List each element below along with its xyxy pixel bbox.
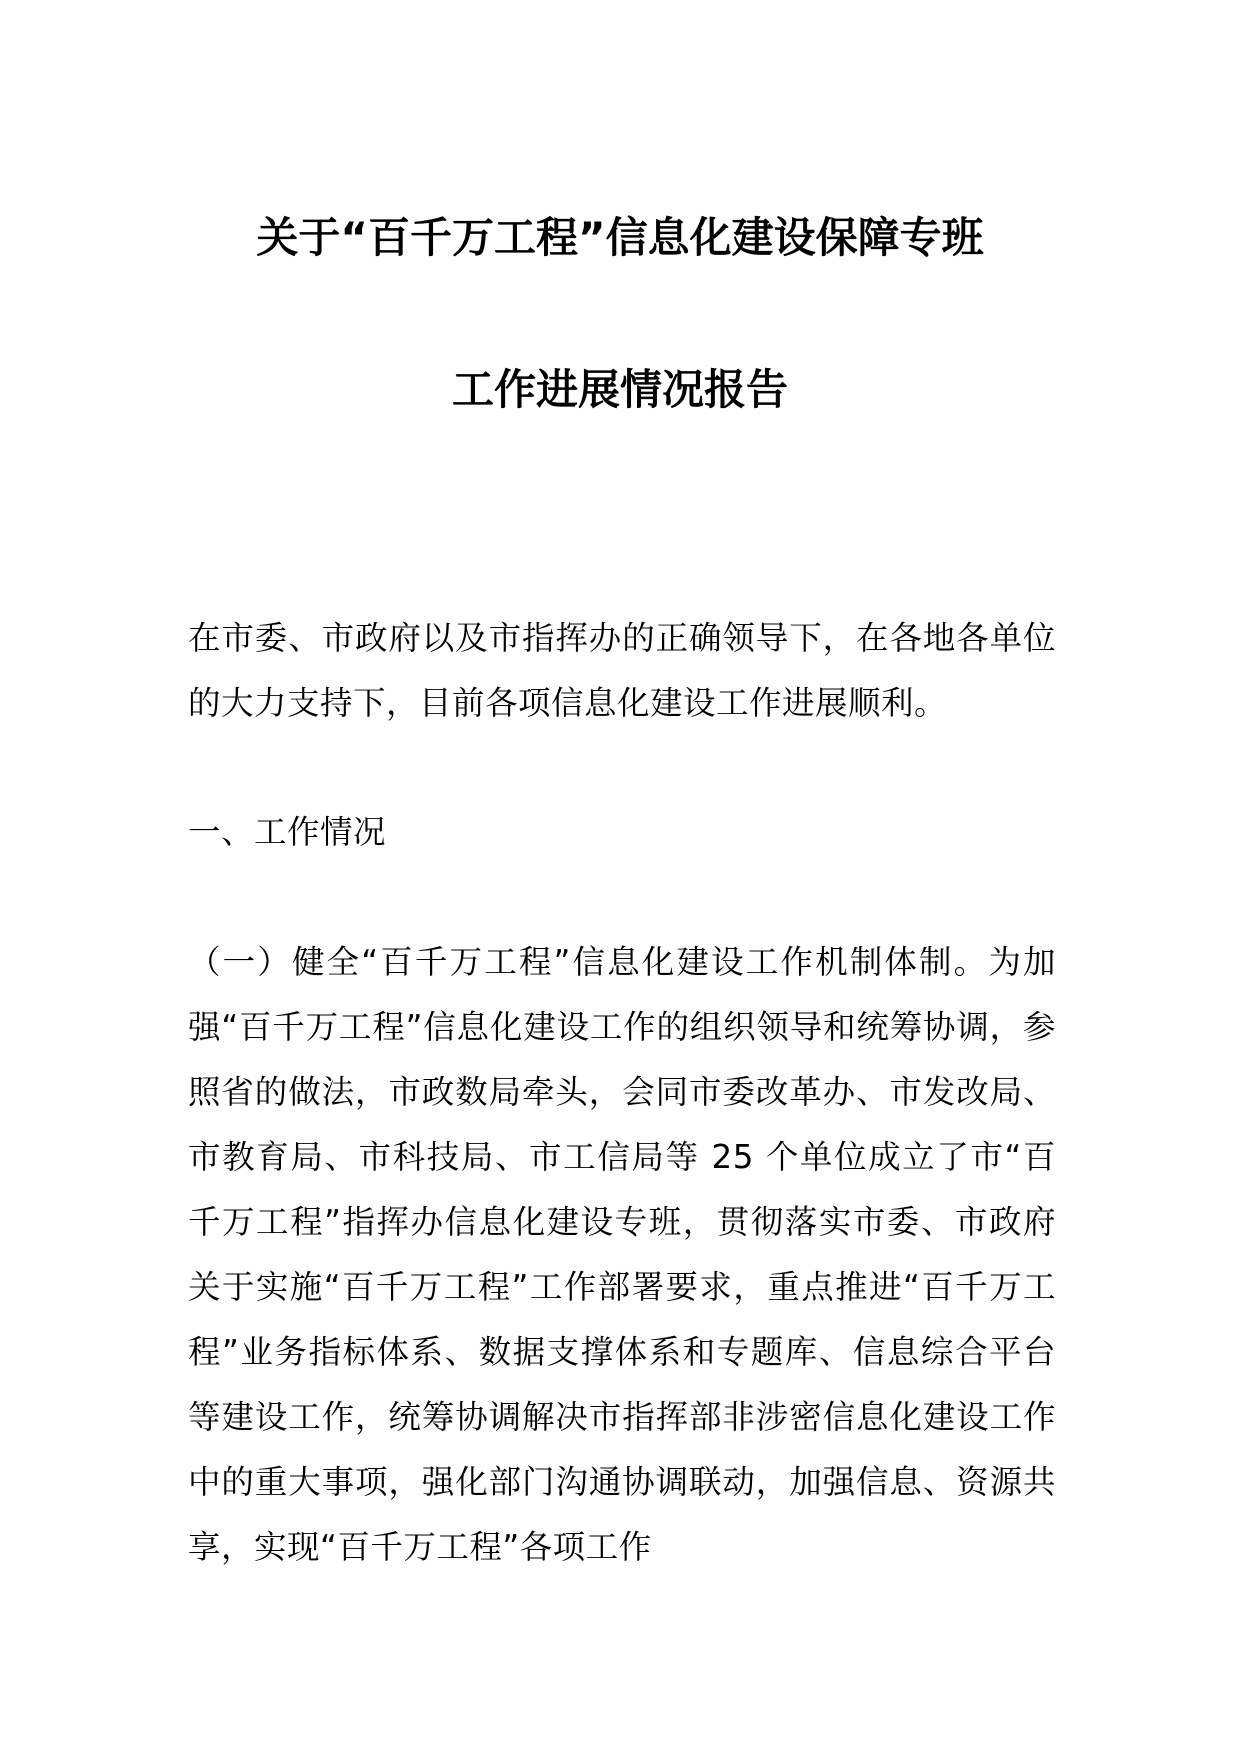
intro-paragraph: 在市委、市政府以及市指挥办的正确领导下，在各地各单位的大力支持下，目前各项信息化建设工作进展顺利。 [188,619,1056,722]
document-title-line-2: 工作进展情况报告 [451,365,788,414]
subsection-paragraph: （一）健全“百千万工程”信息化建设工作机制体制。为加强“百千万工程”信息化建设工作的组织领导和统筹协调，参照省的做法，市政数局牵头，会同市委改革办、市发改局、市教育局、市科技局、市工信局等 25 个单位成立了市“百千万工程”指挥办信息化建设专班，贯彻落实市委、市政府关于实施“百千万工程”工作部署要求，重点推进“百千万工程”业务指标体系、数据支撑体系和专题库、信息综合平台等建设工作，统筹协调解决市指挥部非涉密信息化建设工作中的重大事项，强化部门沟通协调联动，加强信息、资源共享，实现“百千万工程”各项工作 [188,943,1056,1566]
section-heading: 一、工作情况 [188,813,387,851]
document-title-line-1: 关于“百千万工程”信息化建设保障专班 [256,213,984,262]
